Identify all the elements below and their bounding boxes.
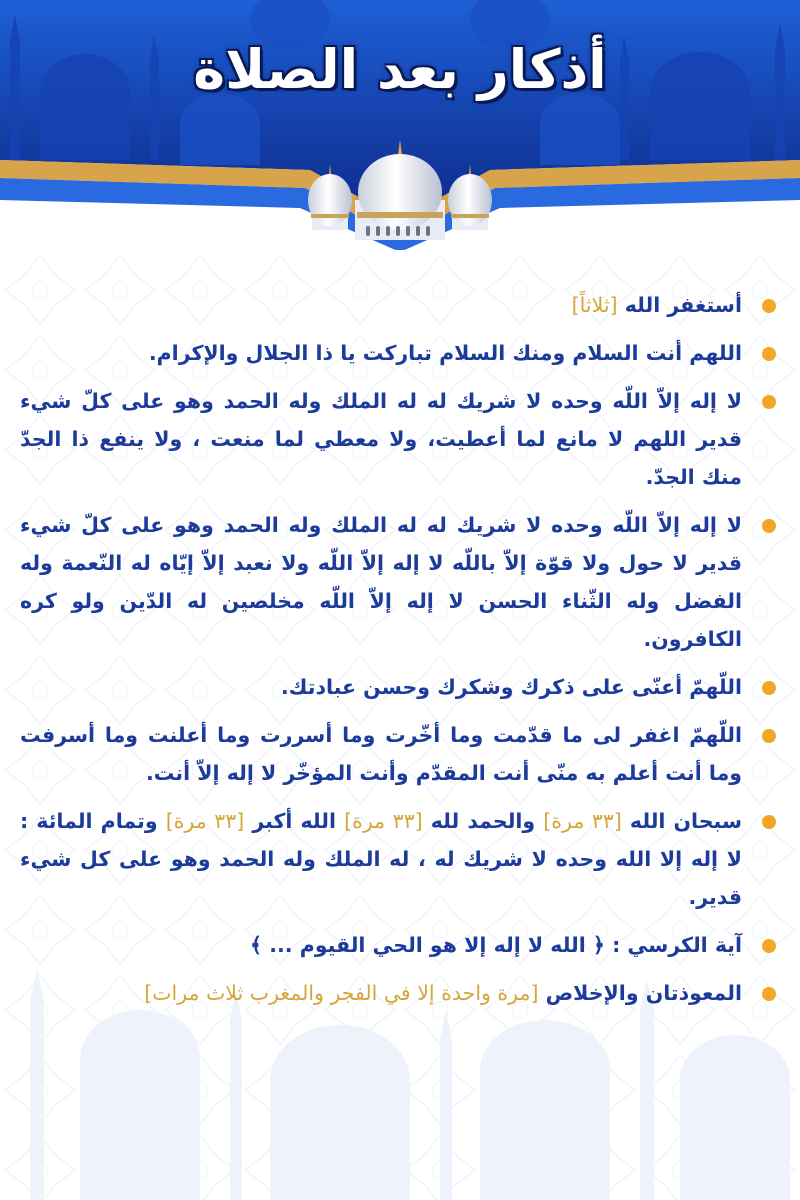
repeat-count: [٣٣ مرة]	[344, 809, 423, 833]
list-item	[20, 716, 780, 792]
repeat-count: [٣٣ مرة]	[165, 809, 245, 833]
dhikr-list	[20, 286, 780, 1022]
bullet-icon	[762, 347, 776, 361]
dhikr-text: اللّهمّ أعنّى على ذكرك وشكرك وحسن عبادتك.	[280, 675, 742, 699]
dhikr-text: آية الكرسي : ﴿ الله لا إله إلا هو الحي القيوم ... ﴾	[250, 933, 742, 957]
bullet-icon	[762, 299, 776, 313]
list-item	[20, 668, 780, 706]
dhikr-text: لا إله إلاّ اللّه وحده لا شريك له له الملك وله الحمد وهو على كلّ شيء قدير لا حول ولا قوّة إلاّ باللّه لا إله إلاّ اللّه ولا نعبد إلاّ إيّاه له النّعمة وله الفضل وله الثّناء الحسن لا إله إلاّ اللّه مخلصين له الدّين ولو كره الكافرون.	[20, 513, 742, 651]
list-item	[20, 926, 780, 964]
repeat-count: [٣٣ مرة]	[543, 809, 622, 833]
list-item	[20, 506, 780, 658]
dhikr-text: لا إله إلاّ اللّه وحده لا شريك له له الملك وله الحمد وهو على كلّ شيء قدير اللهم لا مانع لما أعطيت، ولا معطي لما منعت ، ولا ينفع ذا الجدّ منك الجدّ.	[20, 389, 742, 489]
repeat-note: [ثلاثاً]	[571, 293, 618, 317]
bullet-icon	[762, 681, 776, 695]
page-title: أذكار بعد الصلاة	[193, 38, 607, 101]
dhikr-text: اللهم أنت السلام ومنك السلام تباركت يا ذا الجلال والإكرام.	[148, 341, 742, 365]
bullet-icon	[762, 815, 776, 829]
list-item	[20, 334, 780, 372]
bullet-icon	[762, 395, 776, 409]
dhikr-text: وتمام المائة : لا إله إلا الله وحده لا شريك له ، له الملك وله الحمد وهو على كل شيء قدير.	[20, 809, 742, 909]
list-item	[20, 802, 780, 916]
list-item	[20, 382, 780, 496]
bullet-icon	[762, 939, 776, 953]
list-item	[20, 974, 780, 1012]
dhikr-text: المعوذتان والإخلاص	[538, 981, 742, 1005]
repeat-note: [مرة واحدة إلا في الفجر والمغرب ثلاث مرات]	[144, 981, 539, 1005]
list-item	[20, 286, 780, 324]
bullet-icon	[762, 729, 776, 743]
dhikr-text: أستغفر الله	[617, 293, 742, 317]
bullet-icon	[762, 519, 776, 533]
dhikr-text: اللّهمّ اغفر لى ما قدّمت وما أخّرت وما أسررت وما أعلنت وما أسرفت وما أنت أعلم به منّى أنت المقدّم وأنت المؤخّر لا إله إلاّ أنت.	[20, 723, 742, 785]
tasbih-subhanallah: سبحان الله	[621, 809, 743, 833]
tasbih-alhamdulillah: والحمد لله	[422, 809, 544, 833]
bullet-icon	[762, 987, 776, 1001]
tasbih-allahuakbar: الله أكبر	[244, 809, 345, 833]
